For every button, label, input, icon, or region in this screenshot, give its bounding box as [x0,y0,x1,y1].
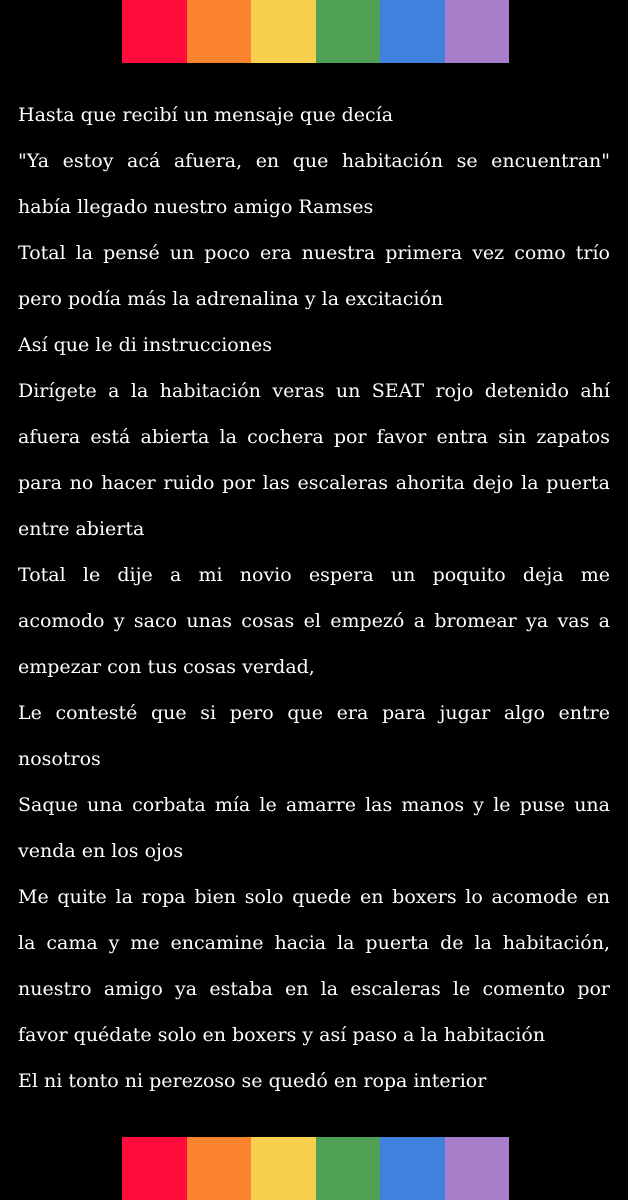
stripe-band-blue [380,0,445,63]
story-line: "Ya estoy acá afuera, en que habitación se encuentran" [18,150,610,172]
stripe-band-yellow [251,0,316,63]
stripe-band-purple [445,1137,510,1200]
story-line: había llegado nuestro amigo Ramses [18,196,374,218]
story-line: entre abierta [18,518,145,540]
story-line: Le contesté que si pero que era para jugar algo entre [18,702,610,724]
stripe-band-yellow [251,1137,316,1200]
story-line: venda en los ojos [18,840,184,862]
stripe-band-orange [187,0,252,63]
stripe-band-red [122,1137,187,1200]
story-line: favor quédate solo en boxers y así paso a la habitación [18,1024,546,1046]
story-line: acomodo y saco unas cosas el empezó a bromear ya vas a [18,610,610,632]
story-line: Total le dije a mi novio espera un poquito deja me [18,564,610,586]
story-line: empezar con tus cosas verdad, [18,656,315,678]
story-line: Total la pensé un poco era nuestra primera vez como trío [18,242,610,264]
stripe-band-purple [445,0,510,63]
story-line: para no hacer ruido por las escaleras ahorita dejo la puerta [18,472,610,494]
story-line: Dirígete a la habitación veras un SEAT rojo detenido ahí [18,380,610,402]
stripe-band-blue [380,1137,445,1200]
story-line: Así que le di instrucciones [18,334,272,356]
stripe-band-green [316,0,381,63]
story-line: nuestro amigo ya estaba en la escaleras le comento por [18,978,610,1000]
rainbow-stripe-top [122,0,509,63]
story-line: El ni tonto ni perezoso se quedó en ropa interior [18,1070,487,1092]
story-line: Me quite la ropa bien solo quede en boxers lo acomode en [18,886,610,908]
story-line: la cama y me encamine hacia la puerta de la habitación, [18,932,610,954]
story-line: Hasta que recibí un mensaje que decía [18,104,394,126]
story-line: Saque una corbata mía le amarre las manos y le puse una [18,794,610,816]
story-line: afuera está abierta la cochera por favor entra sin zapatos [18,426,610,448]
rainbow-stripe-bottom [122,1137,509,1200]
story-line: nosotros [18,748,101,770]
stripe-band-orange [187,1137,252,1200]
story-text [18,92,610,1104]
stripe-band-green [316,1137,381,1200]
story-line: pero podía más la adrenalina y la excitación [18,288,444,310]
stripe-band-red [122,0,187,63]
